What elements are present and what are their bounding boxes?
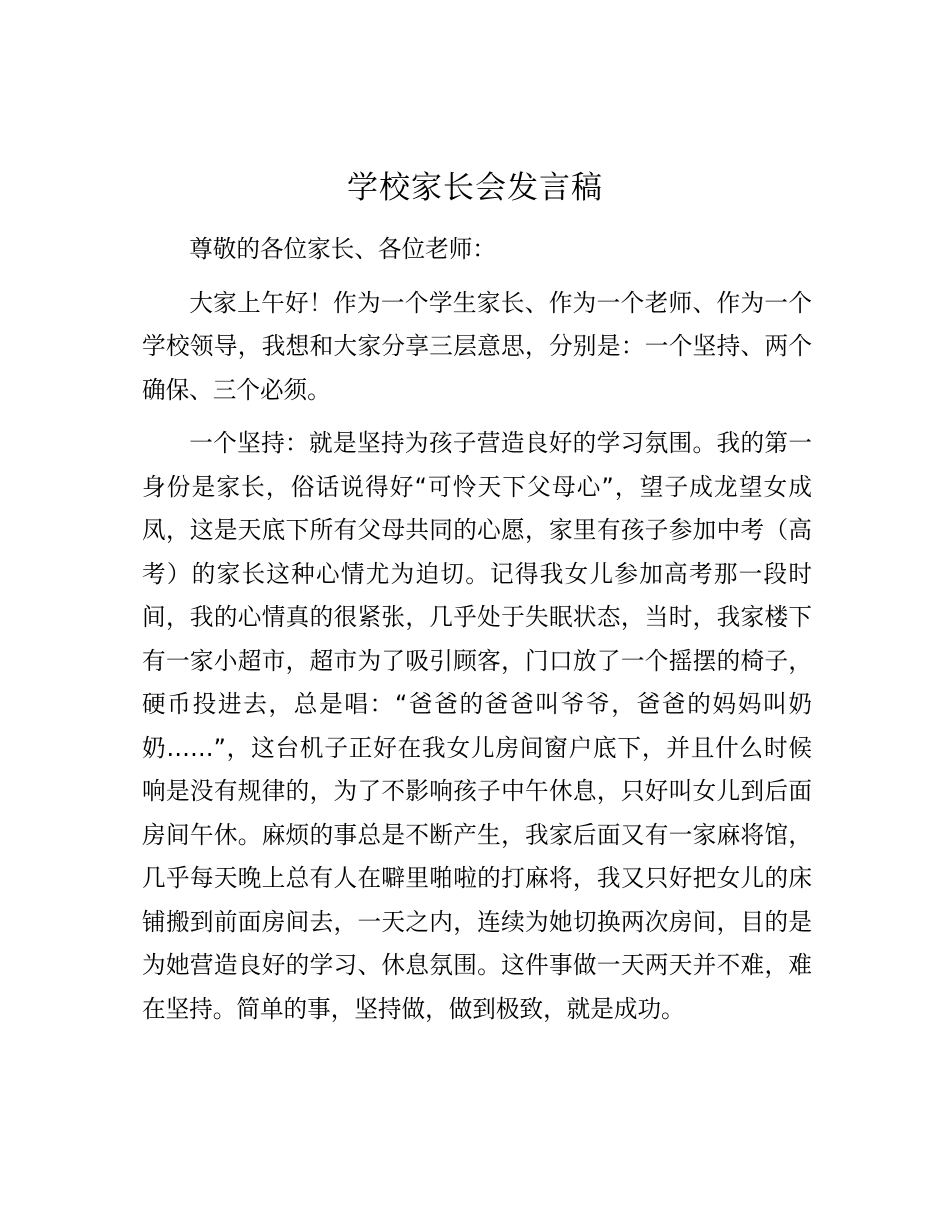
- document-title: 学校家长会发言稿: [347, 170, 603, 206]
- first-point-paragraph: 一个坚持：就是坚持为孩子营造良好的学习氛围。我的第一身份是家长，俗话说得好“可怜天下父母心”，望子成龙望女成凤，这是天底下所有父母共同的心愿，家里有孩子参加中考（高考）的家长这种心情尤为迫切。记得我女儿参加高考那一段时间，我的心情真的很紧张，几乎处于失眠状态，当时，我家楼下有一家小超市，超市为了吸引顾客，门口放了一个摇摆的椅子，硬币投进去，总是唱：“爸爸的爸爸叫爷爷，爸爸的妈妈叫奶奶……”，这台机子正好在我女儿房间窗户底下，并且什么时候响是没有规律的，为了不影响孩子中午休息，只好叫女儿到后面房间午休。麻烦的事总是不断产生，我家后面又有一家麻将馆，几乎每天晚上总有人在噼里啪啦的打麻将，我又只好把女儿的床铺搬到前面房间去，一天之内，连续为她切换两次房间，目的是为她营造良好的学习、休息氛围。这件事做一天两天并不难，难在坚持。简单的事，坚持做，做到极致，就是成功。: [142, 429, 812, 1023]
- greeting-paragraph: 大家上午好！作为一个学生家长、作为一个老师、作为一个学校领导，我想和大家分享三层意思，分别是：一个坚持、两个确保、三个必须。: [142, 288, 812, 404]
- document-body: [142, 228, 812, 1041]
- salutation-paragraph: 尊敬的各位家长、各位老师：: [189, 235, 496, 263]
